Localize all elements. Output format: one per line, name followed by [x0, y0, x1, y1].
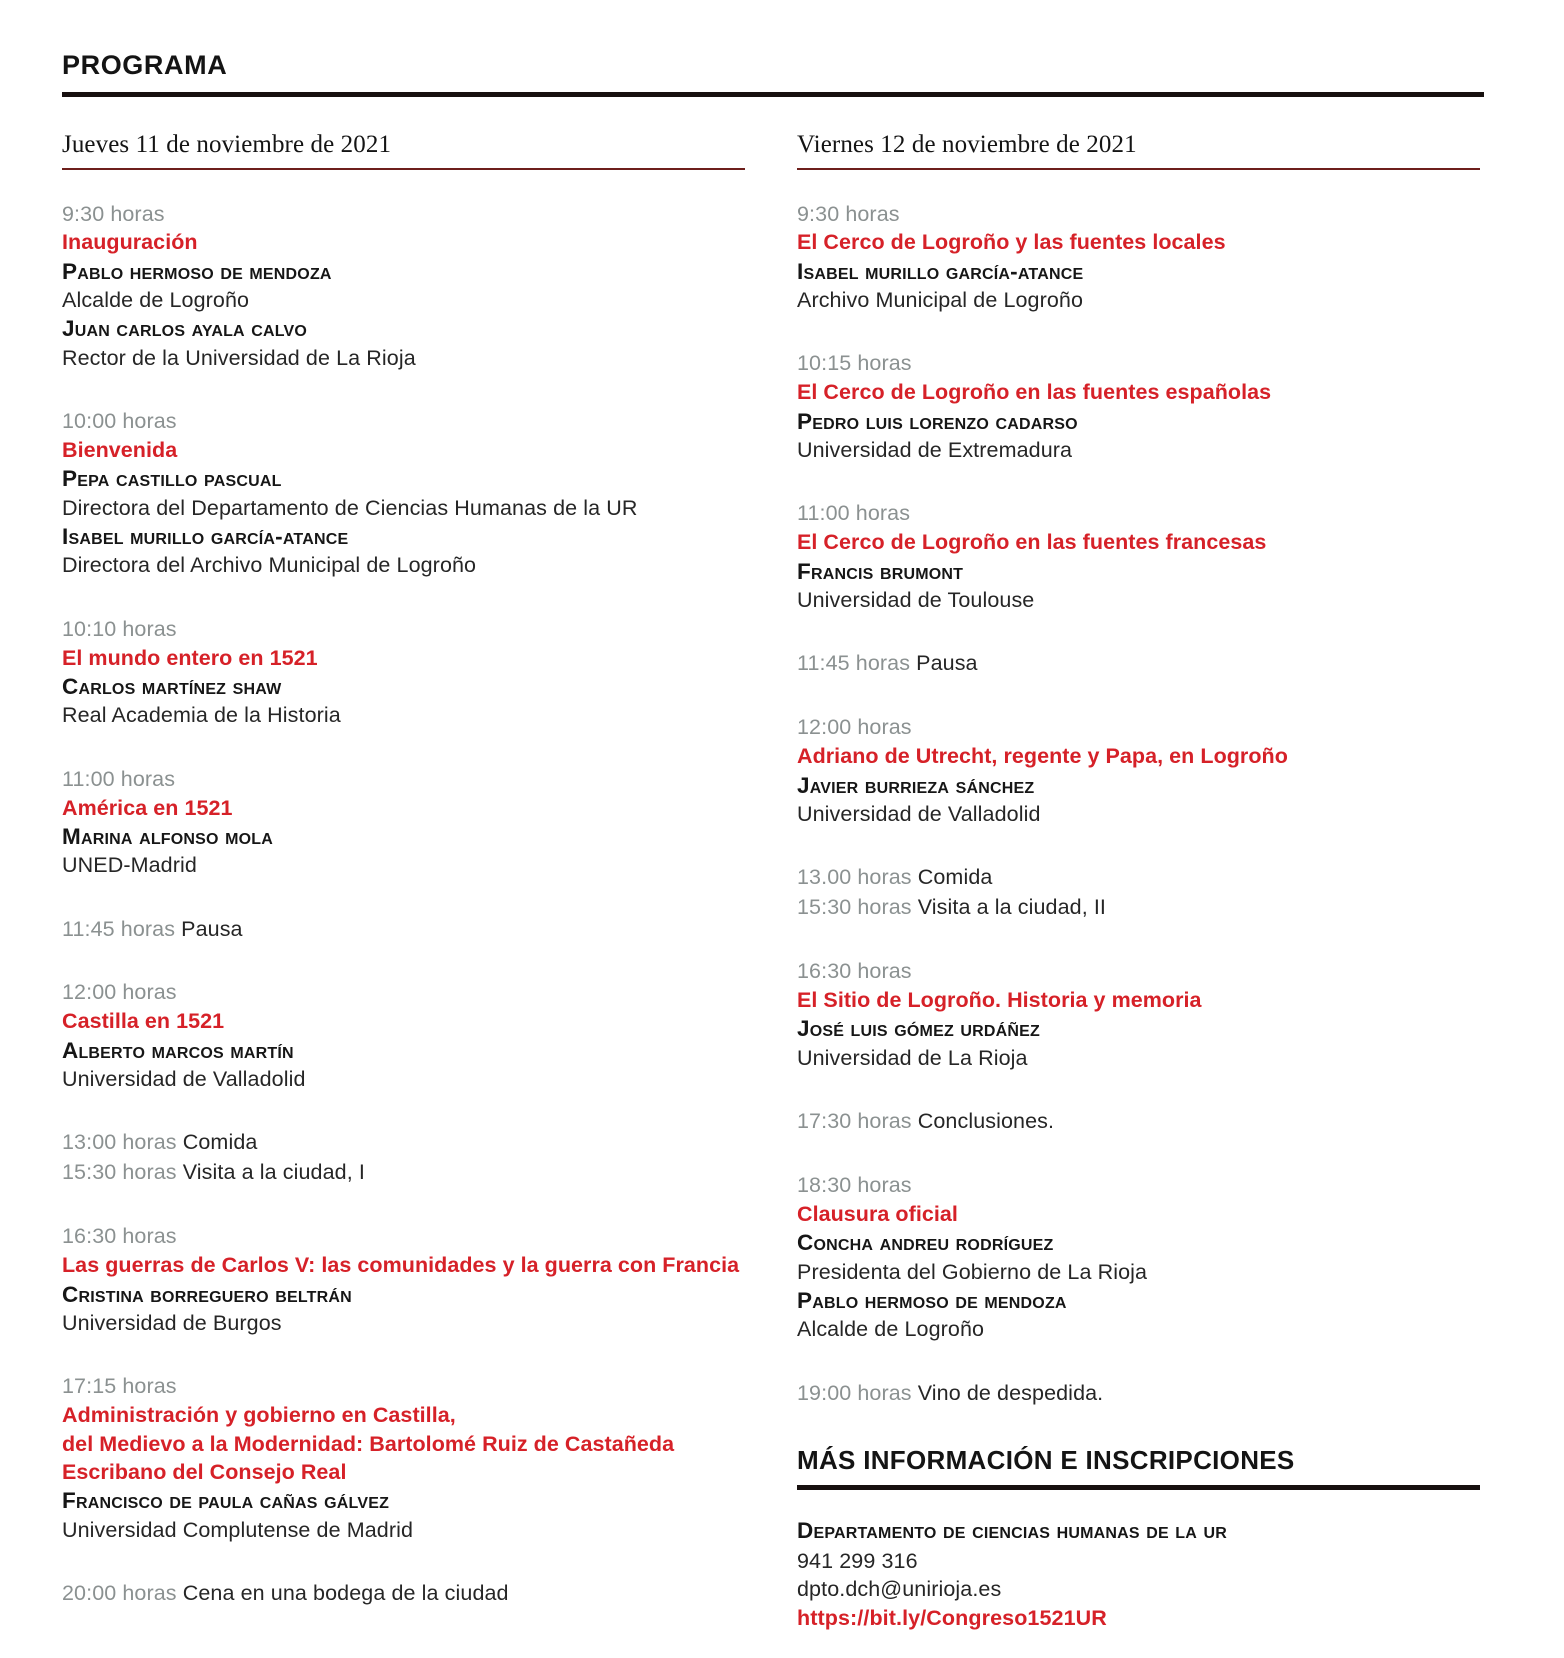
speaker-affiliation: Rector de la Universidad de La Rioja	[62, 345, 416, 370]
entry-title: Castilla en 1521	[62, 1009, 225, 1034]
program-entry	[62, 1580, 745, 1608]
entry-time: 20:00 horas	[62, 1580, 177, 1605]
program-entry	[62, 408, 745, 580]
entry-time: 17:30 horas	[797, 1109, 912, 1133]
program-simple-row	[797, 894, 1480, 922]
more-info-block	[797, 1447, 1480, 1633]
entry-time: 11:00 horas	[797, 501, 911, 526]
speaker-affiliation: Universidad de Extremadura	[797, 438, 1073, 462]
entry-inline-text: Vino de despedida.	[911, 1380, 1104, 1405]
entry-inline-text: Pausa	[910, 651, 978, 676]
speaker-affiliation: Universidad de Burgos	[62, 1310, 282, 1335]
speaker-name: Concha andreu rodríguez	[797, 1230, 1054, 1256]
entry-title: Inauguración	[62, 230, 198, 255]
entry-time: 11:45 horas	[62, 916, 176, 941]
entry-inline-text: Comida	[911, 865, 993, 890]
entry-time: 11:00 horas	[62, 766, 176, 791]
speaker-affiliation: Alcalde de Logroño	[797, 1317, 985, 1342]
program-entry	[797, 958, 1480, 1072]
entry-inline-text: Visita a la ciudad, II	[911, 895, 1106, 920]
program-entry	[797, 1172, 1480, 1344]
more-info-body	[797, 1516, 1480, 1633]
entry-time: 19:00 horas	[797, 1380, 912, 1405]
day-1-entries	[62, 201, 745, 1608]
entry-inline-text: Visita a la ciudad, I	[176, 1160, 365, 1185]
speaker-affiliation: Universidad de La Rioja	[797, 1045, 1028, 1070]
program-simple-row	[62, 916, 745, 944]
page-title: PROGRAMA	[62, 50, 228, 80]
entry-title: América en 1521	[62, 795, 233, 820]
entry-title: del Medievo a la Modernidad: Bartolomé Ruiz de Castañeda	[62, 1431, 675, 1456]
entry-time: 18:30 horas	[797, 1172, 912, 1197]
speaker-name: Pablo hermoso de mendoza	[797, 1287, 1067, 1313]
entry-title: Clausura oficial	[797, 1201, 958, 1226]
entry-time-line	[62, 1373, 745, 1401]
entry-time-line	[62, 766, 745, 794]
entry-time-line	[797, 201, 1480, 229]
speaker-name: Pedro luis lorenzo cadarso	[797, 408, 1078, 434]
program-simple-row	[62, 1129, 745, 1157]
entry-time-line	[797, 500, 1480, 528]
entry-time: 10:15 horas	[797, 351, 912, 376]
entry-time: 15:30 horas	[797, 895, 912, 920]
entry-time: 9:30 horas	[797, 201, 900, 226]
entry-title: El Cerco de Logroño y las fuentes locales	[797, 230, 1226, 255]
program-entry	[62, 979, 745, 1093]
program-entry	[797, 650, 1480, 678]
entry-time: 12:00 horas	[62, 980, 177, 1005]
speaker-affiliation: Universidad de Valladolid	[797, 801, 1041, 826]
entry-time-line	[797, 1172, 1480, 1200]
program-entry	[62, 1373, 745, 1544]
program-simple-row	[797, 864, 1480, 892]
entry-title: El Cerco de Logroño en las fuentes españolas	[797, 380, 1272, 405]
entry-time-line	[797, 958, 1480, 986]
program-simple-row	[797, 1380, 1480, 1408]
entry-time: 10:00 horas	[62, 409, 177, 434]
entry-time-line	[797, 350, 1480, 378]
speaker-name: Alberto marcos martín	[62, 1037, 294, 1063]
columns-container	[62, 131, 1484, 1644]
speaker-affiliation: Archivo Municipal de Logroño	[797, 288, 1084, 313]
more-info-heading: MÁS INFORMACIÓN E INSCRIPCIONES	[797, 1445, 1295, 1476]
day-2-date: Viernes 12 de noviembre de 2021	[797, 131, 1137, 158]
day-1-divider	[62, 168, 745, 170]
speaker-name: Pablo hermoso de mendoza	[62, 258, 332, 284]
program-entry	[62, 1223, 745, 1337]
entry-title: El Cerco de Logroño en las fuentes francesas	[797, 530, 1267, 555]
day-2-entries	[797, 201, 1480, 1408]
entry-time-line	[62, 1223, 745, 1251]
contact-email[interactable]: dpto.dch@unirioja.es	[797, 1577, 1002, 1602]
speaker-name: Javier burrieza sánchez	[797, 772, 1035, 798]
entry-time: 11:45 horas	[797, 651, 911, 676]
program-simple-row	[797, 1108, 1480, 1136]
program-entry	[62, 201, 745, 373]
program-entry	[62, 616, 745, 730]
entry-time-line	[797, 714, 1480, 742]
entry-inline-text: Pausa	[175, 916, 243, 941]
entry-title: Administración y gobierno en Castilla,	[62, 1403, 456, 1428]
speaker-affiliation: Universidad de Valladolid	[62, 1067, 306, 1091]
speaker-affiliation: Real Academia de la Historia	[62, 703, 341, 728]
speaker-name: José luis gómez urdáñez	[797, 1016, 1040, 1042]
entry-time: 13.00 horas	[797, 865, 912, 890]
column-day-1	[62, 131, 745, 1644]
program-simple-row	[62, 1159, 745, 1187]
entry-title: El mundo entero en 1521	[62, 645, 318, 670]
entry-inline-text: Conclusiones.	[911, 1109, 1055, 1133]
entry-time: 16:30 horas	[62, 1224, 177, 1249]
column-day-2	[797, 131, 1480, 1633]
day-1-date: Jueves 11 de noviembre de 2021	[62, 131, 392, 158]
program-simple-row	[62, 1580, 745, 1608]
speaker-affiliation: UNED-Madrid	[62, 853, 197, 878]
program-entry	[797, 714, 1480, 828]
entry-time-line	[62, 979, 745, 1007]
entry-time-line	[62, 408, 745, 436]
entry-time: 9:30 horas	[62, 201, 165, 226]
speaker-name: Isabel murillo garcía-atance	[62, 524, 349, 549]
speaker-name: Carlos martínez shaw	[62, 673, 282, 699]
program-entry	[62, 766, 745, 880]
program-entry	[62, 1129, 745, 1187]
speaker-name: Isabel murillo garcía-atance	[797, 258, 1084, 284]
entry-inline-text: Comida	[176, 1130, 258, 1155]
program-entry	[797, 201, 1480, 315]
entry-title: Escribano del Consejo Real	[62, 1459, 347, 1484]
entry-time: 17:15 horas	[62, 1374, 177, 1399]
entry-inline-text: Cena en una bodega de la ciudad	[176, 1580, 509, 1605]
speaker-affiliation: Alcalde de Logroño	[62, 288, 250, 313]
entry-time: 10:10 horas	[62, 616, 177, 641]
day-2-divider	[797, 168, 1480, 170]
program-entry	[797, 1380, 1480, 1408]
title-divider	[62, 92, 1484, 97]
speaker-affiliation: Directora del Archivo Municipal de Logroño	[62, 553, 477, 578]
entry-title: Adriano de Utrecht, regente y Papa, en Logroño	[797, 744, 1288, 769]
organizer-name: Departamento de ciencias humanas de la ur	[797, 1518, 1227, 1544]
entry-time: 15:30 horas	[62, 1160, 177, 1185]
program-entry	[797, 864, 1480, 922]
program-simple-row	[797, 650, 1480, 678]
program-entry	[797, 1108, 1480, 1136]
speaker-name: Pepa castillo pascual	[62, 466, 282, 492]
more-info-divider	[797, 1485, 1480, 1490]
contact-phone: 941 299 316	[797, 1548, 918, 1573]
speaker-affiliation: Directora del Departamento de Ciencias Humanas de la UR	[62, 495, 638, 520]
program-entry	[797, 350, 1480, 464]
speaker-name: Juan carlos ayala calvo	[62, 316, 308, 342]
entry-title: Las guerras de Carlos V: las comunidades y la guerra con Francia	[62, 1253, 740, 1278]
speaker-affiliation: Presidenta del Gobierno de La Rioja	[797, 1259, 1148, 1284]
entry-time: 13:00 horas	[62, 1130, 177, 1155]
speaker-name: Francisco de paula cañas gálvez	[62, 1488, 390, 1514]
speaker-affiliation: Universidad de Toulouse	[797, 587, 1035, 612]
entry-time-line	[62, 616, 745, 644]
speaker-name: Francis brumont	[797, 558, 964, 584]
speaker-name: Cristina borreguero beltrán	[62, 1281, 352, 1307]
entry-time: 16:30 horas	[797, 959, 912, 984]
entry-time-line	[62, 201, 745, 229]
program-entry	[62, 916, 745, 944]
speaker-name: Marina alfonso mola	[62, 823, 274, 849]
program-entry	[797, 500, 1480, 614]
entry-title: El Sitio de Logroño. Historia y memoria	[797, 988, 1202, 1012]
entry-time: 12:00 horas	[797, 715, 912, 740]
registration-link[interactable]: https://bit.ly/Congreso1521UR	[797, 1606, 1107, 1631]
speaker-affiliation: Universidad Complutense de Madrid	[62, 1517, 414, 1542]
entry-title: Bienvenida	[62, 438, 178, 462]
